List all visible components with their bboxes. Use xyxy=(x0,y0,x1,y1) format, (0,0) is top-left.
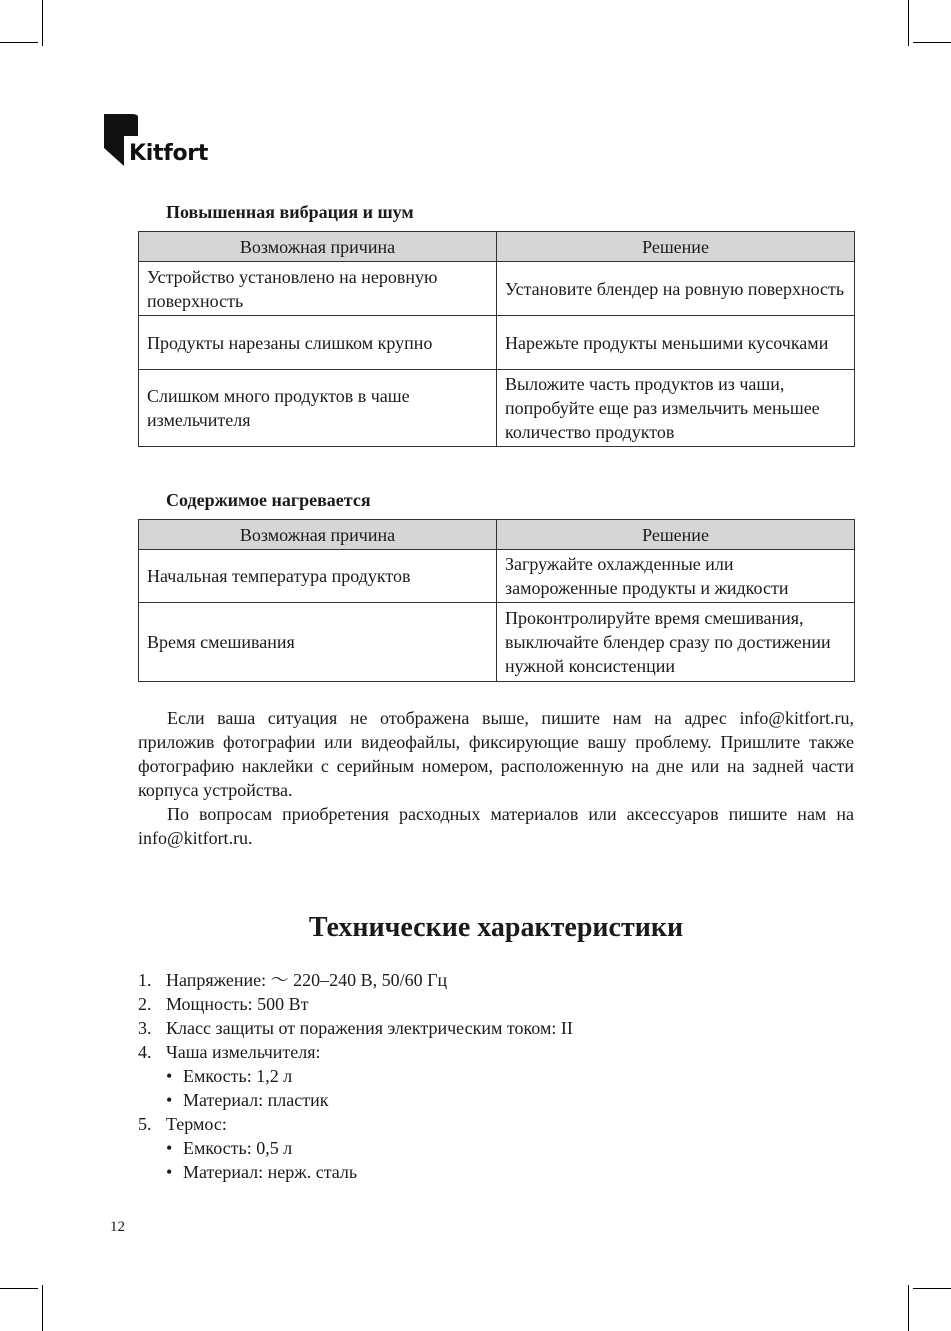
column-header-solution: Решение xyxy=(497,520,855,550)
solution-cell: Загружайте охлажденные или замороженные продукты и жидкости xyxy=(497,550,855,603)
table-row xyxy=(139,262,855,316)
sub-list-item: • Емкость: 0,5 л xyxy=(166,1136,854,1160)
crop-mark xyxy=(0,1288,38,1289)
cause-cell: Продукты нарезаны слишком крупно xyxy=(139,316,497,370)
column-header-cause: Возможная причина xyxy=(139,232,497,262)
column-header-solution: Решение xyxy=(497,232,855,262)
table-header-row xyxy=(139,520,855,550)
list-item: 3. Класс защиты от поражения электрическим током: II xyxy=(138,1018,573,1038)
brand-name: Kitfort xyxy=(129,141,209,166)
table-row xyxy=(139,370,855,447)
crop-mark xyxy=(42,0,43,46)
solution-cell: Проконтролируйте время смешивания, выключайте блендер сразу по достижении нужной консистенции xyxy=(497,603,855,682)
table-row xyxy=(139,603,855,682)
sub-list xyxy=(138,1136,854,1184)
specs-list xyxy=(138,968,854,1184)
specs-heading: Технические характеристики xyxy=(308,912,684,943)
sub-list-item: • Емкость: 1,2 л xyxy=(166,1064,854,1088)
page-number: 12 xyxy=(110,1219,125,1235)
list-item: 1. Напряжение: ～ 220–240 В, 50/60 Гц xyxy=(138,970,448,990)
crop-mark xyxy=(908,0,909,46)
contact-paragraph: Если ваша ситуация не отображена выше, пишите нам на адрес info@kitfort.ru, приложив фотографии или видеофайлы, фиксирующие вашу проблему. Пришлите также фотографию наклейки с серийным номером, расположенную на дне или на задней части корпуса устройства. xyxy=(138,708,854,800)
section-title-heating: Содержимое нагревается xyxy=(166,490,371,510)
spec-text: Мощность: 500 Вт xyxy=(166,994,309,1014)
spec-text: Класс защиты от поражения электрическим током: II xyxy=(166,1018,573,1038)
accessories-paragraph: По вопросам приобретения расходных материалов или аксессуаров пишите нам на info@kitfort.ru. xyxy=(138,804,854,848)
cause-cell: Время смешивания xyxy=(139,603,497,682)
troubleshooting-table-vibration xyxy=(138,231,855,447)
table-row xyxy=(139,316,855,370)
crop-mark xyxy=(42,1285,43,1331)
crop-mark xyxy=(0,42,38,43)
cause-cell: Слишком много продуктов в чаше измельчителя xyxy=(139,370,497,447)
crop-mark xyxy=(913,42,951,43)
sub-list-item: • Материал: пластик xyxy=(166,1088,854,1112)
sub-list xyxy=(138,1064,854,1112)
brand-logo xyxy=(104,114,214,170)
crop-mark xyxy=(908,1285,909,1331)
cause-cell: Начальная температура продуктов xyxy=(139,550,497,603)
troubleshooting-table-heating xyxy=(138,519,855,682)
table-row xyxy=(139,550,855,603)
list-item: 2. Мощность: 500 Вт xyxy=(138,994,309,1014)
spec-text: Напряжение: ～ 220–240 В, 50/60 Гц xyxy=(166,970,448,990)
solution-cell: Нарежьте продукты меньшими кусочками xyxy=(497,316,855,370)
column-header-cause: Возможная причина xyxy=(139,520,497,550)
list-item: 4. Чаша измельчителя: • Емкость: 1,2 л • Материал: пластик xyxy=(138,1040,854,1112)
cause-cell: Устройство установлено на неровную поверхность xyxy=(139,262,497,316)
solution-cell: Установите блендер на ровную поверхность xyxy=(497,262,855,316)
crop-mark xyxy=(913,1288,951,1289)
sub-list-item: • Материал: нерж. сталь xyxy=(166,1160,854,1184)
table-header-row xyxy=(139,232,855,262)
list-item: 5. Термос: • Емкость: 0,5 л • Материал: нерж. сталь xyxy=(138,1112,854,1184)
section-title-vibration: Повышенная вибрация и шум xyxy=(166,202,414,222)
spec-text: Чаша измельчителя: xyxy=(166,1042,321,1062)
solution-cell: Выложите часть продуктов из чаши, попробуйте еще раз измельчить меньшее количество продуктов xyxy=(497,370,855,447)
spec-text: Термос: xyxy=(166,1114,227,1134)
